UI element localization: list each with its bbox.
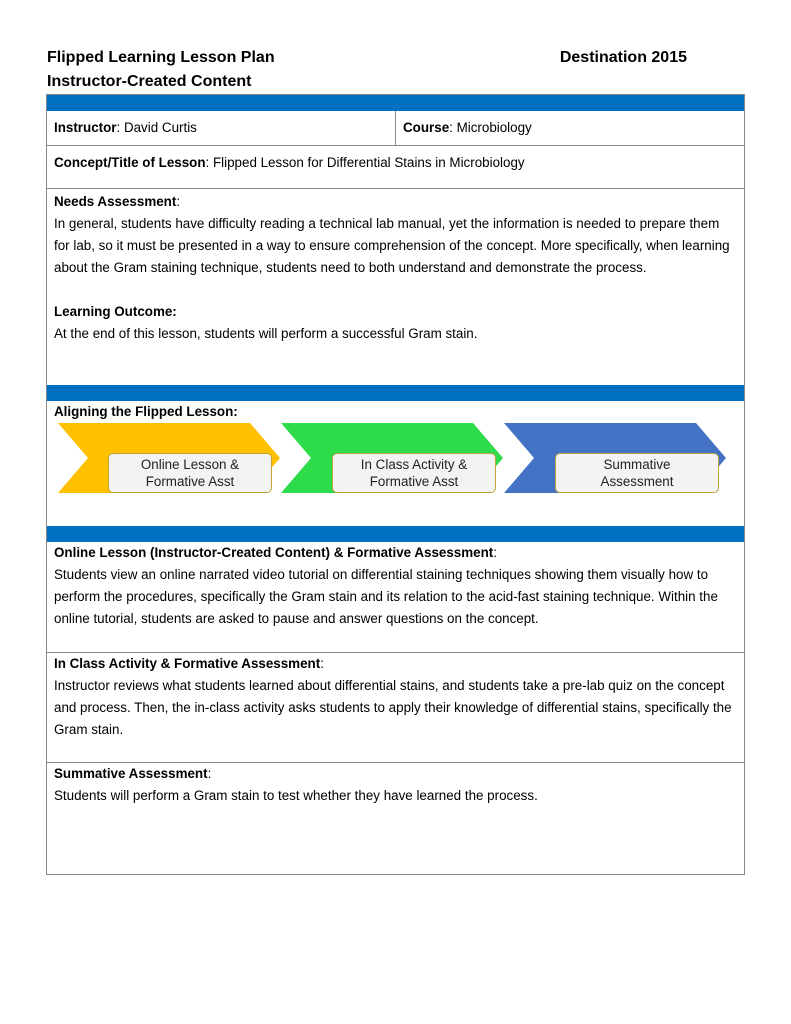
document-subtitle: Instructor-Created Content — [47, 73, 252, 90]
course-cell — [396, 111, 539, 145]
inclass-activity-text: Instructor reviews what students learned about differential stains, and students take a pre-lab quiz on the concept and process. Then, the in-class activity asks students to apply their knowledge of differential stains, specifically the Gram stain. — [54, 678, 732, 737]
spacer — [54, 279, 737, 301]
step-summative-line2: Assessment — [600, 474, 674, 489]
online-lesson-text: Students view an online narrated video tutorial on differential staining techniques showing them visually how to perform the procedures, specifically the Gram stain and its relation to the acid-fast staining technique. Within the online tutorial, students are asked to pause and answer questions on the concept. — [54, 567, 718, 626]
step-online-line2: Formative Asst — [145, 474, 235, 489]
step-inclass-activity — [332, 453, 496, 493]
step-summative-assessment — [555, 453, 719, 493]
section-band — [47, 385, 744, 401]
step-summative-line1: Summative — [603, 457, 671, 472]
concept-row — [47, 145, 744, 188]
needs-assessment-label: Needs Assessment — [54, 194, 177, 209]
needs-assessment-text: In general, students have difficulty reading a technical lab manual, yet the information is needed to prepare them for lab, so it must be presented in a way to ensure comprehension of the concept. More specifically, when learning about the Gram staining technique, students need to both understand and demonstrate the process. — [54, 216, 730, 275]
document-title: Flipped Learning Lesson Plan — [47, 49, 275, 66]
inclass-activity-label: In Class Activity & Formative Assessment — [54, 656, 321, 671]
step-online-lesson — [108, 453, 272, 493]
section-band — [47, 526, 744, 542]
summative-colon: : — [207, 766, 212, 781]
learning-outcome-label: Learning Outcome: — [54, 304, 177, 319]
instructor-course-row — [47, 111, 744, 145]
aligning-row — [47, 401, 744, 526]
inclass-activity-row — [47, 652, 744, 762]
section-band — [47, 95, 744, 111]
concept-value: : Flipped Lesson for Differential Stains in Microbiology — [205, 155, 525, 170]
online-lesson-row — [47, 542, 744, 652]
online-lesson-label: Online Lesson (Instructor-Created Content) & Formative Assessment — [54, 545, 494, 560]
aligning-label: Aligning the Flipped Lesson: — [54, 404, 238, 419]
flipped-lesson-flow — [54, 423, 737, 523]
summative-row — [47, 762, 744, 874]
learning-outcome-text: At the end of this lesson, students will perform a successful Gram stain. — [54, 326, 478, 341]
lesson-plan-table — [46, 94, 745, 875]
online-lesson-colon: : — [493, 545, 497, 560]
needs-outcome-row — [47, 188, 744, 385]
summative-text: Students will perform a Gram stain to test whether they have learned the process. — [54, 788, 538, 803]
page-header — [47, 46, 687, 94]
step-inclass-line2: Formative Asst — [369, 474, 459, 489]
course-value: : Microbiology — [449, 120, 532, 135]
destination-label: Destination 2015 — [559, 49, 687, 66]
concept-label: Concept/Title of Lesson — [54, 155, 206, 170]
step-inclass-line1: In Class Activity & — [360, 457, 468, 472]
instructor-cell — [47, 111, 396, 145]
needs-assessment-colon: : — [176, 194, 181, 209]
step-online-line1: Online Lesson & — [140, 457, 240, 472]
instructor-value: : David Curtis — [116, 120, 197, 135]
inclass-activity-colon: : — [320, 656, 324, 671]
summative-label: Summative Assessment — [54, 766, 208, 781]
course-label: Course — [403, 120, 450, 135]
instructor-label: Instructor — [54, 120, 117, 135]
